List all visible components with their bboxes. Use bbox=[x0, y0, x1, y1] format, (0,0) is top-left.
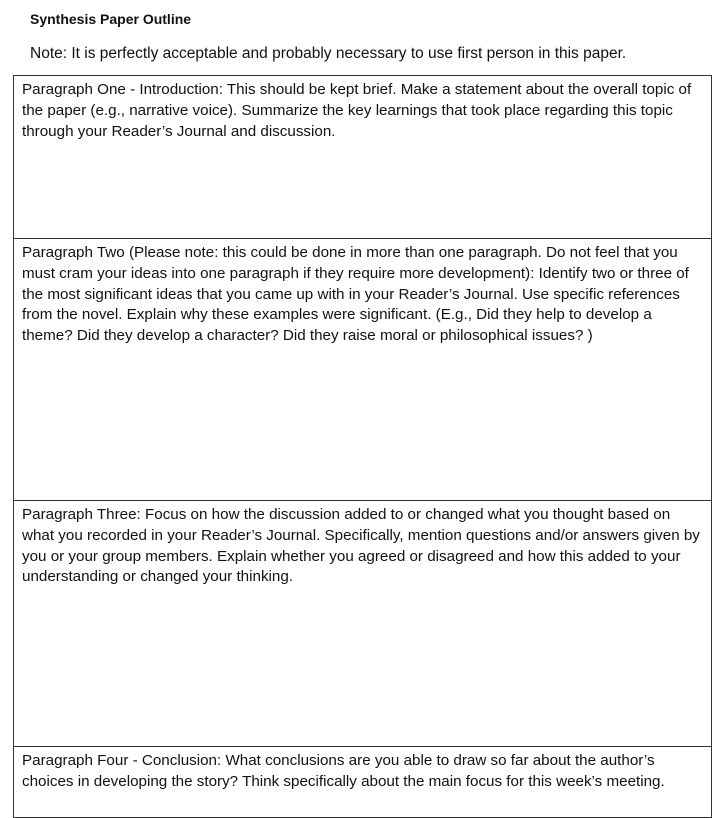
paragraph-one-instructions: Paragraph One - Introduction: This should be kept brief. Make a statement about the overall topic of the paper (e.g., narrative voice). Summarize the key learnings that took place regarding this topic through your Reader’s Journal and discussion. bbox=[22, 81, 692, 140]
paragraph-one-cell[interactable] bbox=[14, 76, 711, 239]
paragraph-two-instructions: Paragraph Two (Please note: this could be done in more than one paragraph. Do not feel that you must cram your ideas into one paragraph if they require more development): Identify two or three of the most significant ideas that you came up with in your Reader’s Journal. Use specific references from the novel. Explain why these examples were significant. (E.g., Did they help to develop a theme? Did they develop a character? Did they raise moral or philosophical issues? ) bbox=[22, 244, 689, 345]
paragraph-four-cell[interactable] bbox=[14, 747, 711, 817]
paragraph-three-instructions: Paragraph Three: Focus on how the discussion added to or changed what you thought based on what you recorded in your Reader’s Journal. Specifically, mention questions and/or answers given by you or your group members. Explain whether you agreed or disagreed and how this added to your understanding or changed your thinking. bbox=[22, 506, 700, 586]
outline-table bbox=[13, 75, 712, 818]
paragraph-three-cell[interactable] bbox=[14, 501, 711, 747]
paragraph-two-cell[interactable] bbox=[14, 239, 711, 501]
first-person-note: Note: It is perfectly acceptable and probably necessary to use first person in this paper. bbox=[30, 45, 627, 62]
document-title: Synthesis Paper Outline bbox=[30, 11, 192, 27]
paragraph-four-instructions: Paragraph Four - Conclusion: What conclusions are you able to draw so far about the author’s choices in developing the story? Think specifically about the main focus for this week’s meeting. bbox=[22, 752, 665, 790]
